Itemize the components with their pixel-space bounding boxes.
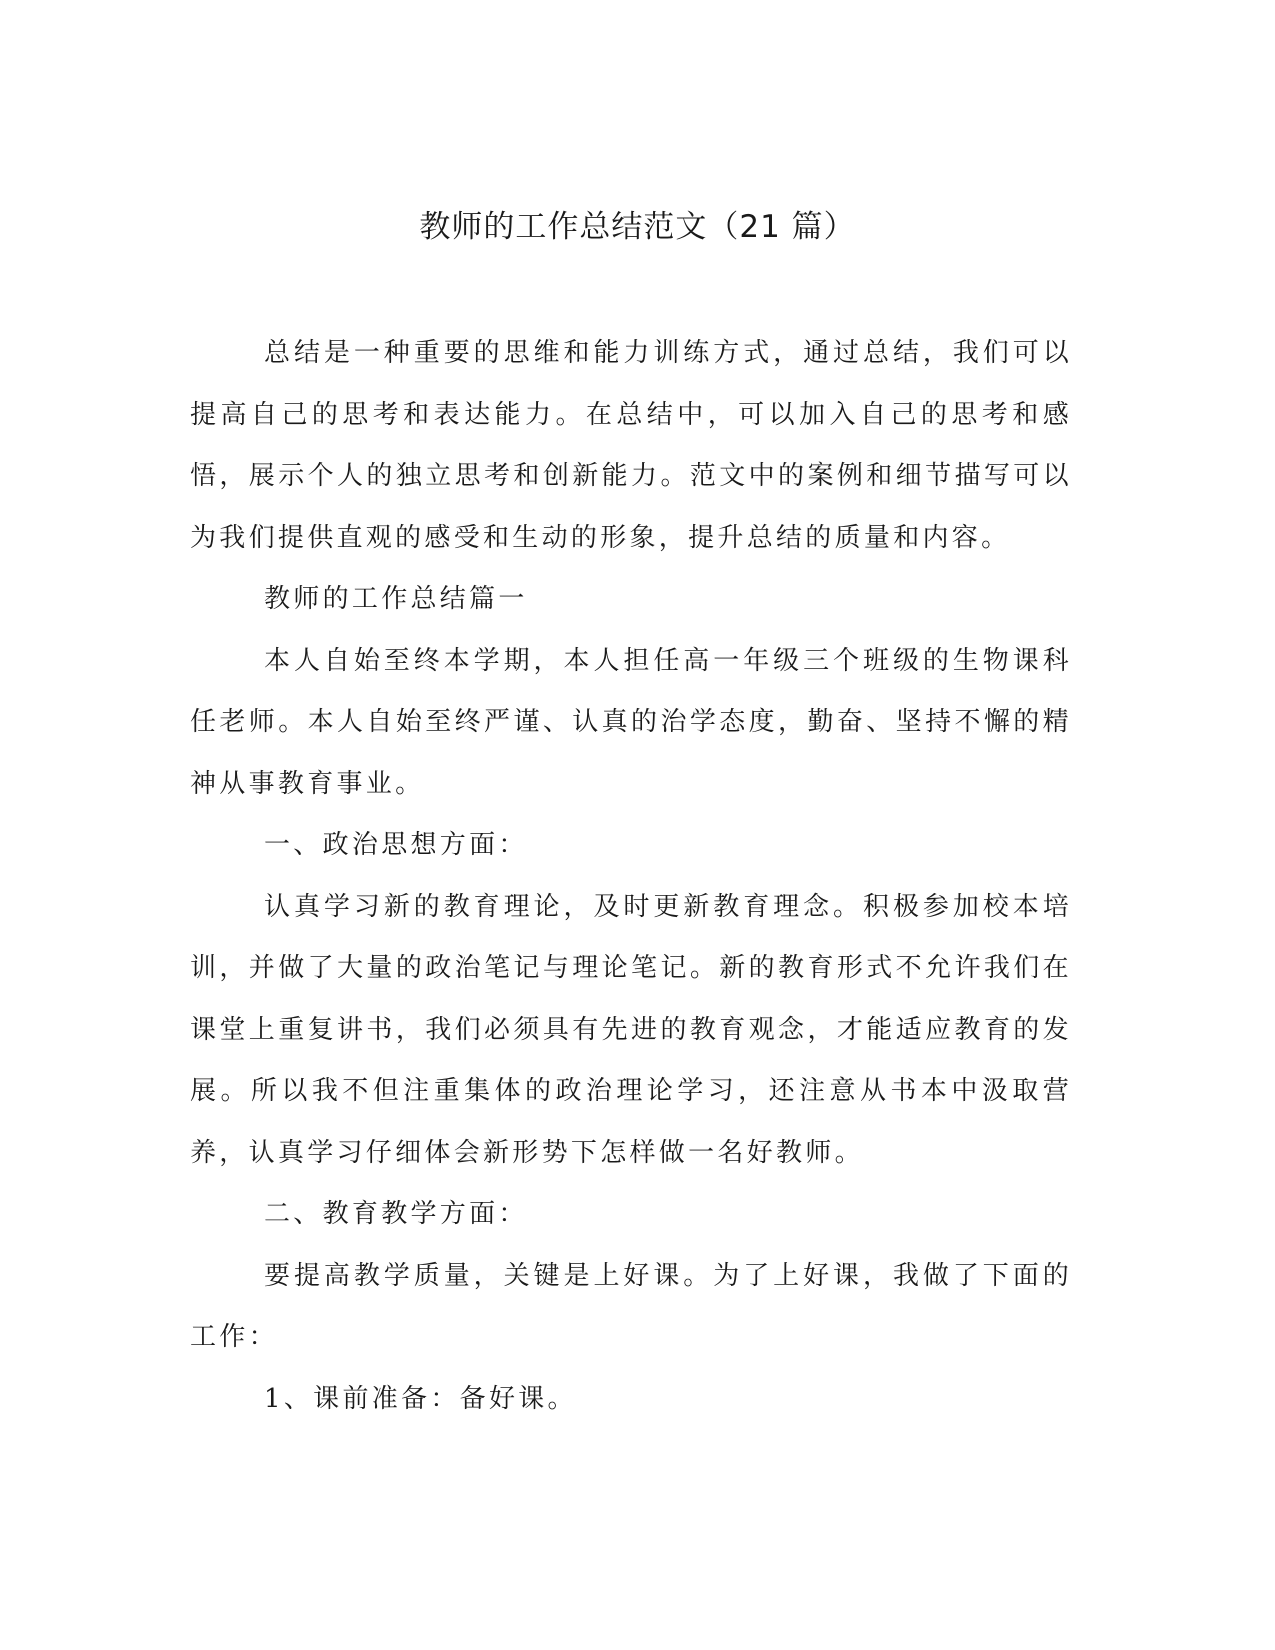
document-title: 教师的工作总结范文（21 篇）	[419, 209, 856, 245]
body-paragraph: 认真学习新的教育理论，及时更新教育理念。积极参加校本培训，并做了大量的政治笔记与理论笔记。新的教育形式不允许我们在课堂上重复讲书，我们必须具有先进的教育观念，才能适应教育的发展。所以我不但注重集体的政治理论学习，还注意从书本中汲取营养，认真学习仔细体会新形势下怎样做一名好教师。	[190, 891, 1072, 1168]
list-item: 1、课前准备：备好课。	[264, 1383, 577, 1414]
subsection-heading: 二、教育教学方面：	[264, 1199, 528, 1229]
document-body	[190, 323, 1072, 1430]
subsection-heading: 一、政治思想方面：	[264, 830, 528, 860]
body-paragraph: 要提高教学质量，关键是上好课。为了上好课，我做了下面的工作：	[190, 1260, 1072, 1352]
section-heading: 教师的工作总结篇一	[264, 584, 528, 614]
intro-paragraph: 总结是一种重要的思维和能力训练方式，通过总结，我们可以提高自己的思考和表达能力。在总结中，可以加入自己的思考和感悟，展示个人的独立思考和创新能力。范文中的案例和细节描写可以为我们提供直观的感受和生动的形象，提升总结的质量和内容。	[190, 338, 1072, 553]
body-paragraph: 本人自始至终本学期，本人担任高一年级三个班级的生物课科任老师。本人自始至终严谨、认真的治学态度，勤奋、坚持不懈的精神从事教育事业。	[190, 645, 1072, 799]
